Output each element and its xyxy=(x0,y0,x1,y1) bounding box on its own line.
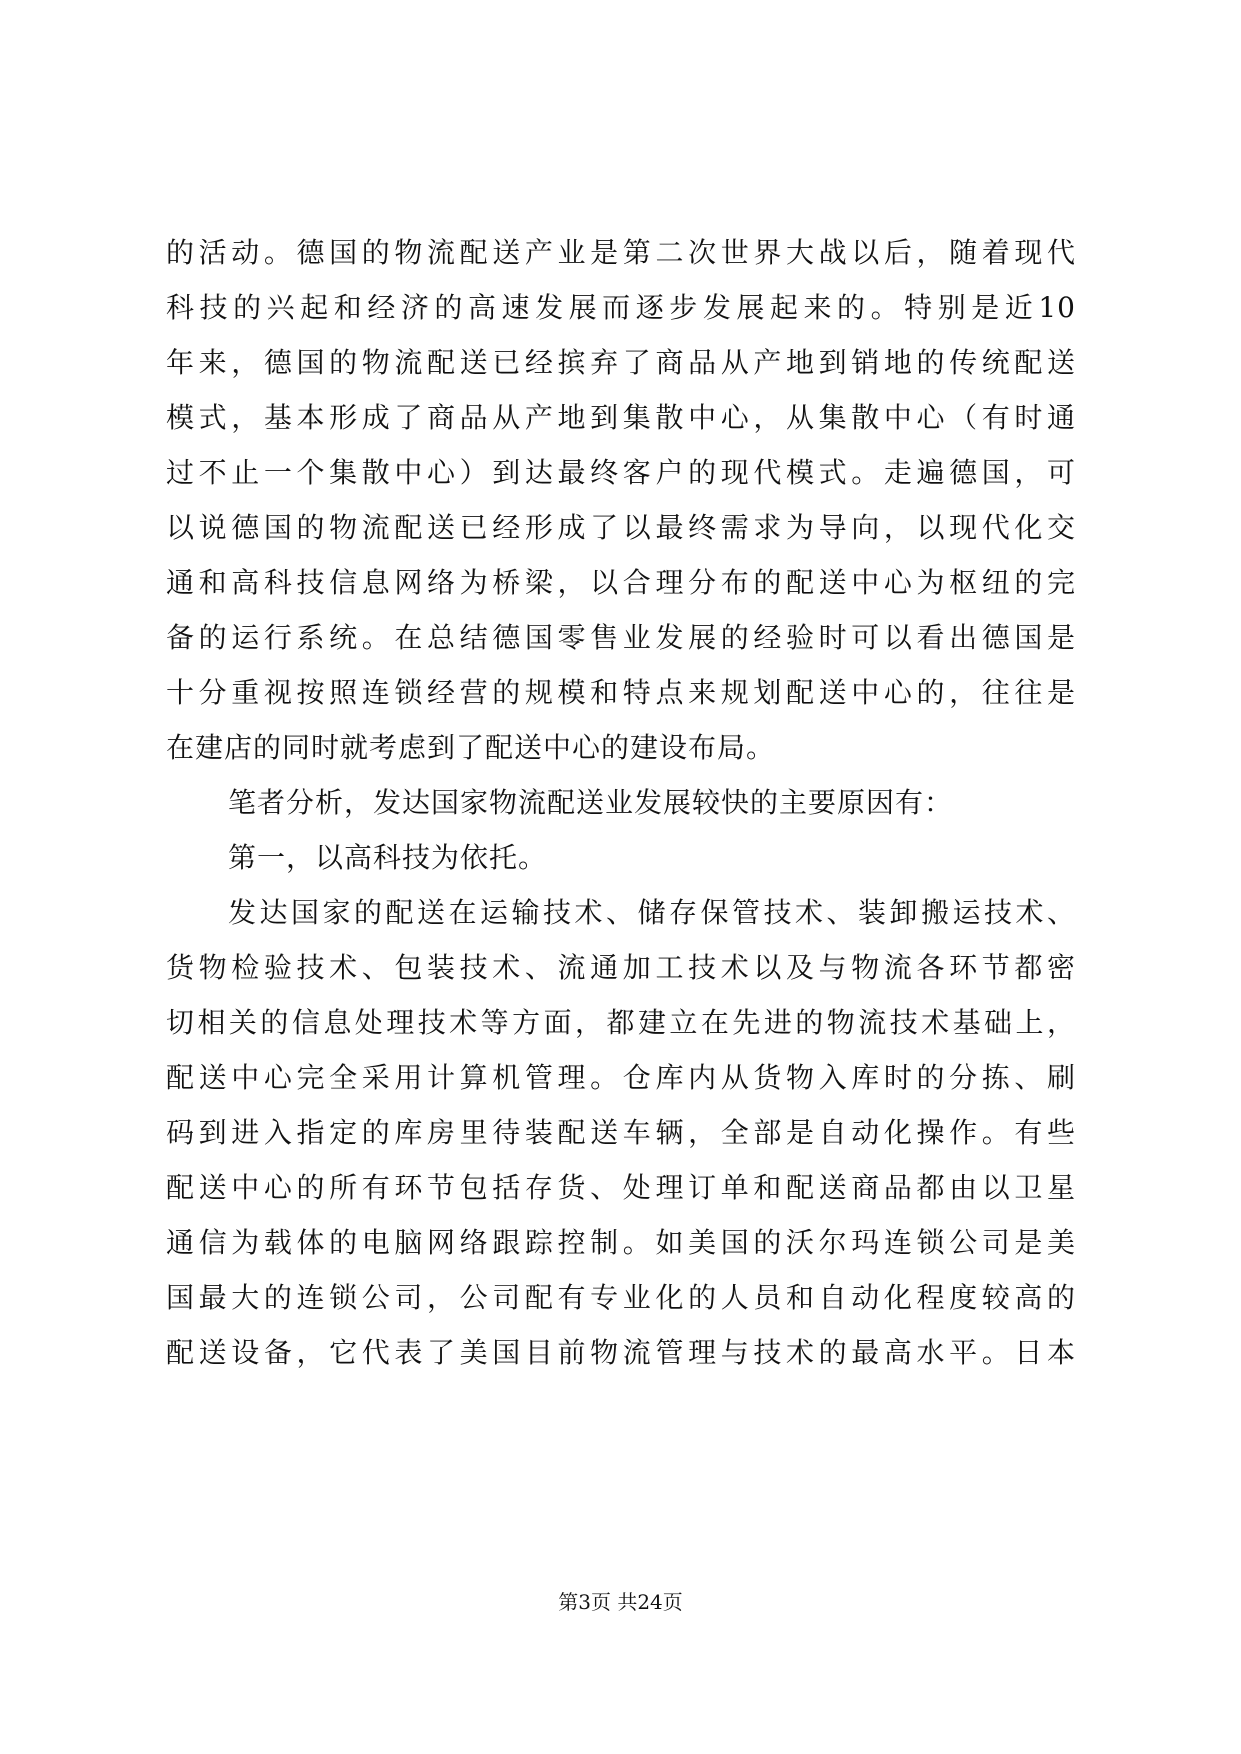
text-line: 十分重视按照连锁经营的规模和特点来规划配送中心的，往往是 xyxy=(166,676,1076,709)
text-line: 的活动。德国的物流配送产业是第二次世界大战以后，随着现代 xyxy=(166,236,1076,269)
text-line: 备的运行系统。在总结德国零售业发展的经验时可以看出德国是 xyxy=(166,621,1076,654)
text-line: 以说德国的物流配送已经形成了以最终需求为导向，以现代化交 xyxy=(166,511,1076,544)
text-line: 过不止一个集散中心）到达最终客户的现代模式。走遍德国，可 xyxy=(166,456,1076,489)
text-line: 在建店的同时就考虑到了配送中心的建设布局。 xyxy=(166,731,776,764)
text-line: 通信为载体的电脑网络跟踪控制。如美国的沃尔玛连锁公司是美 xyxy=(166,1226,1076,1259)
text-line: 货物检验技术、包装技术、流通加工技术以及与物流各环节都密 xyxy=(166,951,1076,984)
text-line: 切相关的信息处理技术等方面，都建立在先进的物流技术基础上， xyxy=(166,1006,1076,1039)
text-line: 年来，德国的物流配送已经摈弃了商品从产地到销地的传统配送 xyxy=(166,346,1076,379)
text-line: 发达国家的配送在运输技术、储存保管技术、装卸搬运技术、 xyxy=(228,896,1076,929)
body-text xyxy=(166,225,1076,1380)
text-line: 笔者分析，发达国家物流配送业发展较快的主要原因有： xyxy=(228,786,954,819)
text-line: 第一，以高科技为依托。 xyxy=(228,841,548,874)
text-line: 通和高科技信息网络为桥梁，以合理分布的配送中心为枢纽的完 xyxy=(166,566,1076,599)
text-line: 配送中心完全采用计算机管理。仓库内从货物入库时的分拣、刷 xyxy=(166,1061,1076,1094)
page-number-footer: 第3页 共24页 xyxy=(558,1590,683,1614)
text-line: 码到进入指定的库房里待装配送车辆，全部是自动化操作。有些 xyxy=(166,1116,1076,1149)
text-line: 科技的兴起和经济的高速发展而逐步发展起来的。特别是近10 xyxy=(166,291,1076,324)
text-line: 配送中心的所有环节包括存货、处理订单和配送商品都由以卫星 xyxy=(166,1171,1076,1204)
text-line: 配送设备，它代表了美国目前物流管理与技术的最高水平。日本 xyxy=(166,1336,1076,1369)
text-line: 模式，基本形成了商品从产地到集散中心，从集散中心（有时通 xyxy=(166,401,1076,434)
text-line: 国最大的连锁公司，公司配有专业化的人员和自动化程度较高的 xyxy=(166,1281,1076,1314)
